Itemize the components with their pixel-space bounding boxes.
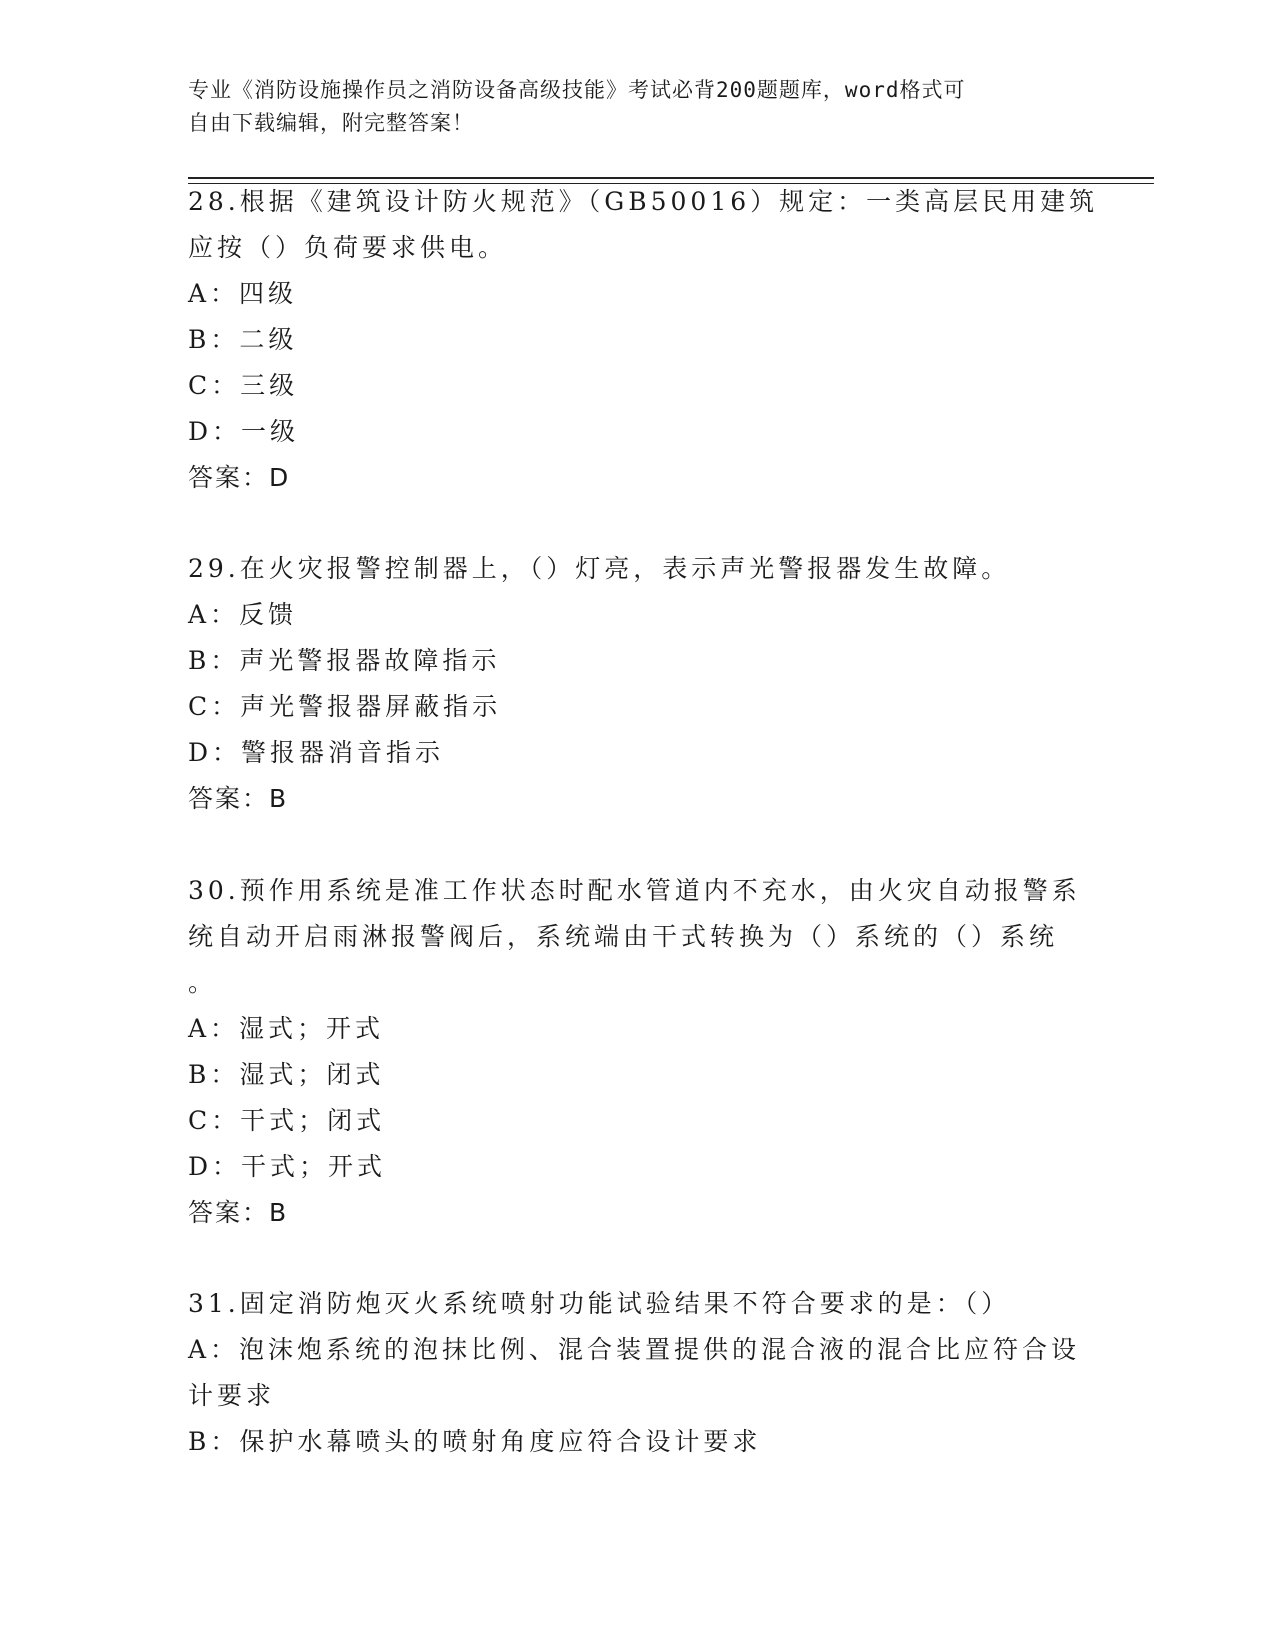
question-stem-line: 28.根据《建筑设计防火规范》（GB50016）规定：一类高层民用建筑	[188, 187, 1099, 216]
question-stem-line: 统自动开启雨淋报警阀后，系统端由干式转换为（）系统的（）系统	[188, 922, 1059, 951]
option-d: D：干式；开式	[188, 1152, 387, 1181]
question-29	[188, 546, 1088, 822]
option-a: A：四级	[188, 279, 298, 308]
question-stem-line: 30.预作用系统是准工作状态时配水管道内不充水，由火灾自动报警系	[188, 876, 1081, 905]
question-30	[188, 868, 1088, 1236]
option-c: C：三级	[188, 371, 299, 400]
option-a: A：反馈	[188, 600, 298, 629]
option-b: B：保护水幕喷头的喷射角度应符合设计要求	[188, 1427, 762, 1456]
question-stem-line: 29.在火灾报警控制器上，（）灯亮，表示声光警报器发生故障。	[188, 554, 1011, 583]
option-a-continued: 计要求	[188, 1381, 276, 1410]
header-line-2: 自由下载编辑，附完整答案！	[188, 111, 474, 135]
option-b: B：声光警报器故障指示	[188, 646, 501, 675]
option-a: A：湿式；开式	[188, 1014, 385, 1043]
question-stem-line: 。	[188, 968, 218, 997]
option-c: C：声光警报器屏蔽指示	[188, 692, 502, 721]
option-a: A：泡沫炮系统的泡抹比例、混合装置提供的混合液的混合比应符合设	[188, 1335, 1081, 1364]
header-line-1: 专业《消防设施操作员之消防设备高级技能》考试必背200题题库，word格式可	[188, 78, 966, 102]
option-d: D：一级	[188, 417, 300, 446]
option-b: B：湿式；闭式	[188, 1060, 385, 1089]
document-header	[188, 74, 1068, 140]
answer: 答案：D	[188, 463, 291, 492]
question-stem-line: 应按（）负荷要求供电。	[188, 233, 508, 262]
option-b: B：二级	[188, 325, 298, 354]
option-d: D：警报器消音指示	[188, 738, 445, 767]
answer: 答案：B	[188, 1198, 289, 1227]
question-stem-line: 31.固定消防炮灭火系统喷射功能试验结果不符合要求的是：（）	[188, 1289, 1011, 1318]
answer: 答案：B	[188, 784, 289, 813]
question-28	[188, 179, 1099, 501]
option-c: C：干式；闭式	[188, 1106, 386, 1135]
question-31	[188, 1281, 1088, 1465]
